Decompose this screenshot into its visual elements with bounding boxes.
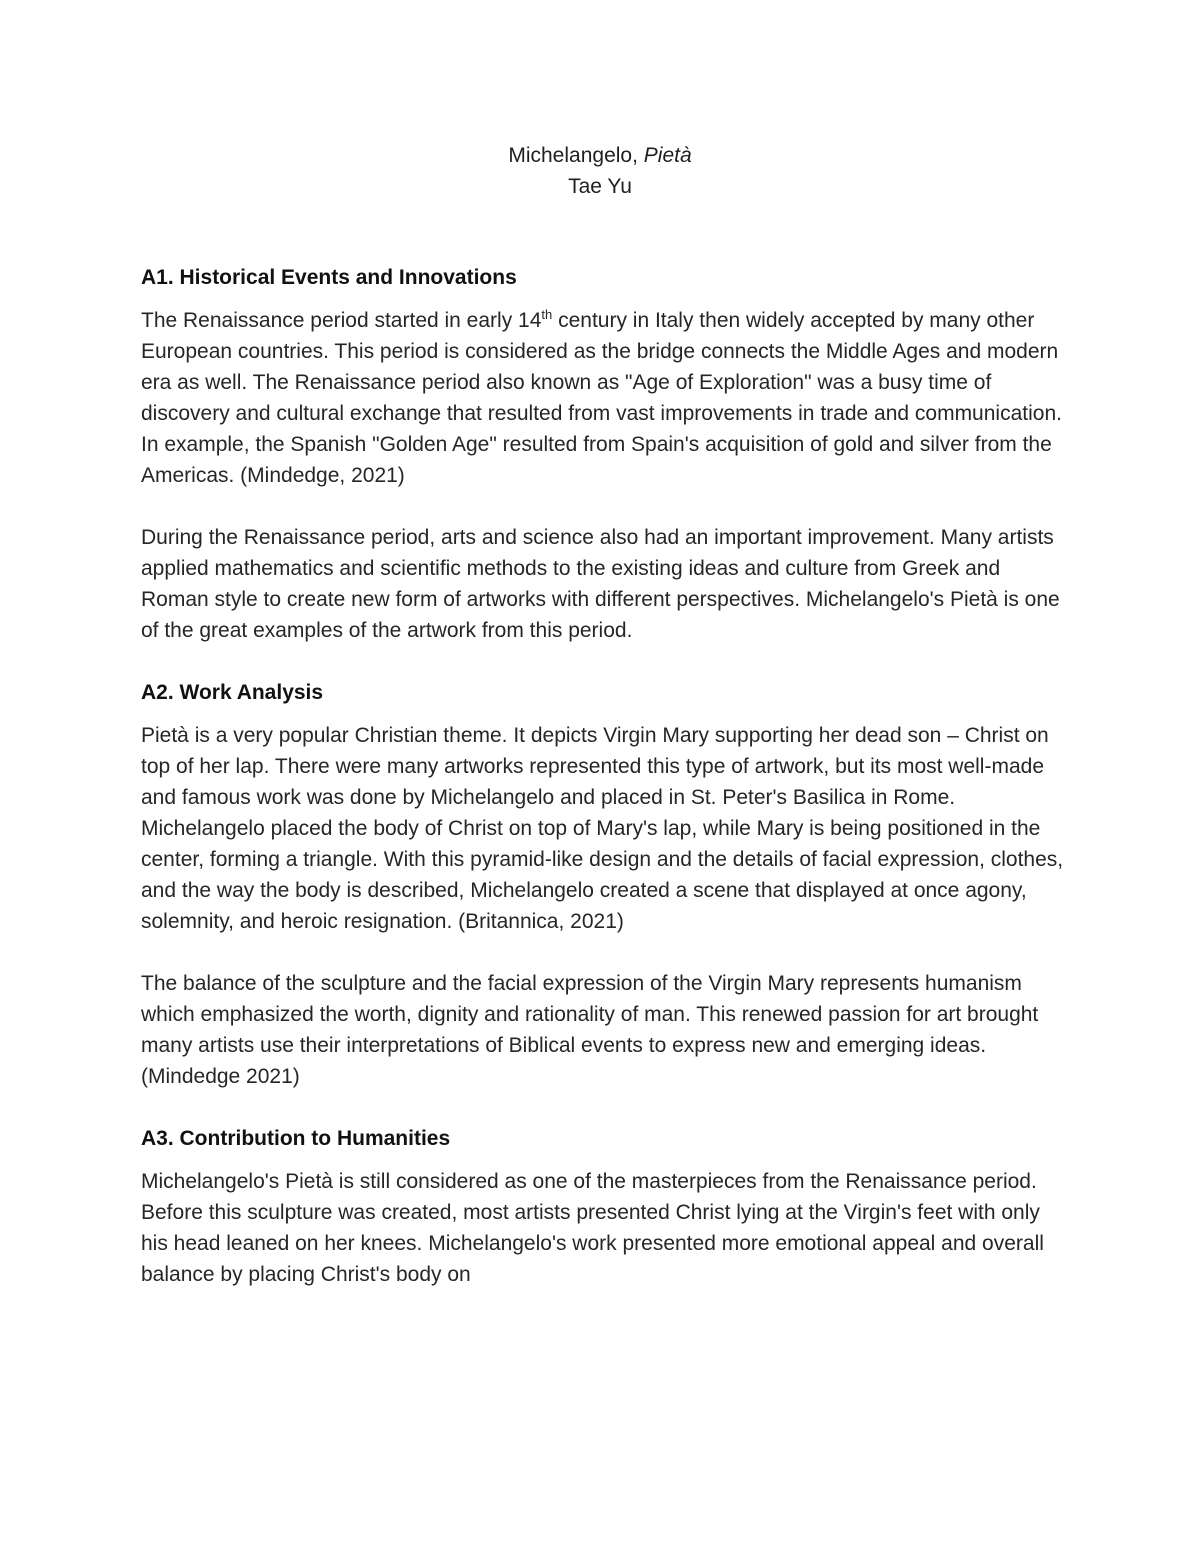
section-heading: A1. Historical Events and Innovations — [141, 266, 517, 289]
author-name: Tae Yu — [568, 175, 632, 198]
document-title: Michelangelo, Pietà — [508, 144, 692, 167]
paragraph: The Renaissance period started in early 14th century in Italy then widely accepted by many other European countries. This period is considered as the bridge connects the Middle Ages and modern era as well. The Renaissance period also known as "Age of Exploration" was a busy time of discovery and cultural exchange that resulted from vast improvements in trade and communication. In example, the Spanish "Golden Age" resulted from Spain's acquisition of gold and silver from the Americas. (Mindedge, 2021) — [141, 307, 1062, 487]
paragraph: The balance of the sculpture and the facial expression of the Virgin Mary represents humanism which emphasized the worth, dignity and rationality of man. This renewed passion for art brought many artists use their interpretations of Biblical events to express new and emerging ideas. (Mindedge 2021) — [141, 972, 1039, 1088]
section-a1 — [141, 262, 1071, 646]
paragraph: Pietà is a very popular Christian theme. It depicts Virgin Mary supporting her dead son – Christ on top of her lap. There were many artworks represented this type of artwork, but its most well-made and famous work was done by Michelangelo and placed in St. Peter's Basilica in Rome. Michelangelo placed the body of Christ on top of Mary's lap, while Mary is being positioned in the center, forming a triangle. With this pyramid-like design and the details of facial expression, clothes, and the way the body is described, Michelangelo created a scene that displayed at once agony, solemnity, and heroic resignation. (Britannica, 2021) — [141, 724, 1064, 933]
title-italic: Pietà — [643, 144, 692, 167]
section-heading: A2. Work Analysis — [141, 681, 324, 704]
document-body — [141, 262, 1071, 1290]
superscript: th — [541, 307, 553, 322]
section-a2 — [141, 677, 1071, 1092]
paragraph: Michelangelo's Pietà is still considered as one of the masterpieces from the Renaissance period. Before this sculpture was created, most artists presented Christ lying at the Virgin's feet with only his head leaned on her knees. Michelangelo's work presented more emotional appeal and overall balance by placing Christ's body on — [141, 1170, 1044, 1286]
paragraph: During the Renaissance period, arts and science also had an important improvement. Many artists applied mathematics and scientific methods to the existing ideas and culture from Greek and Roman style to create new form of artworks with different perspectives. Michelangelo's Pietà is one of the great examples of the artwork from this period. — [141, 526, 1060, 642]
title-block — [0, 140, 1200, 202]
section-a3 — [141, 1123, 1071, 1290]
section-heading: A3. Contribution to Humanities — [141, 1127, 451, 1150]
